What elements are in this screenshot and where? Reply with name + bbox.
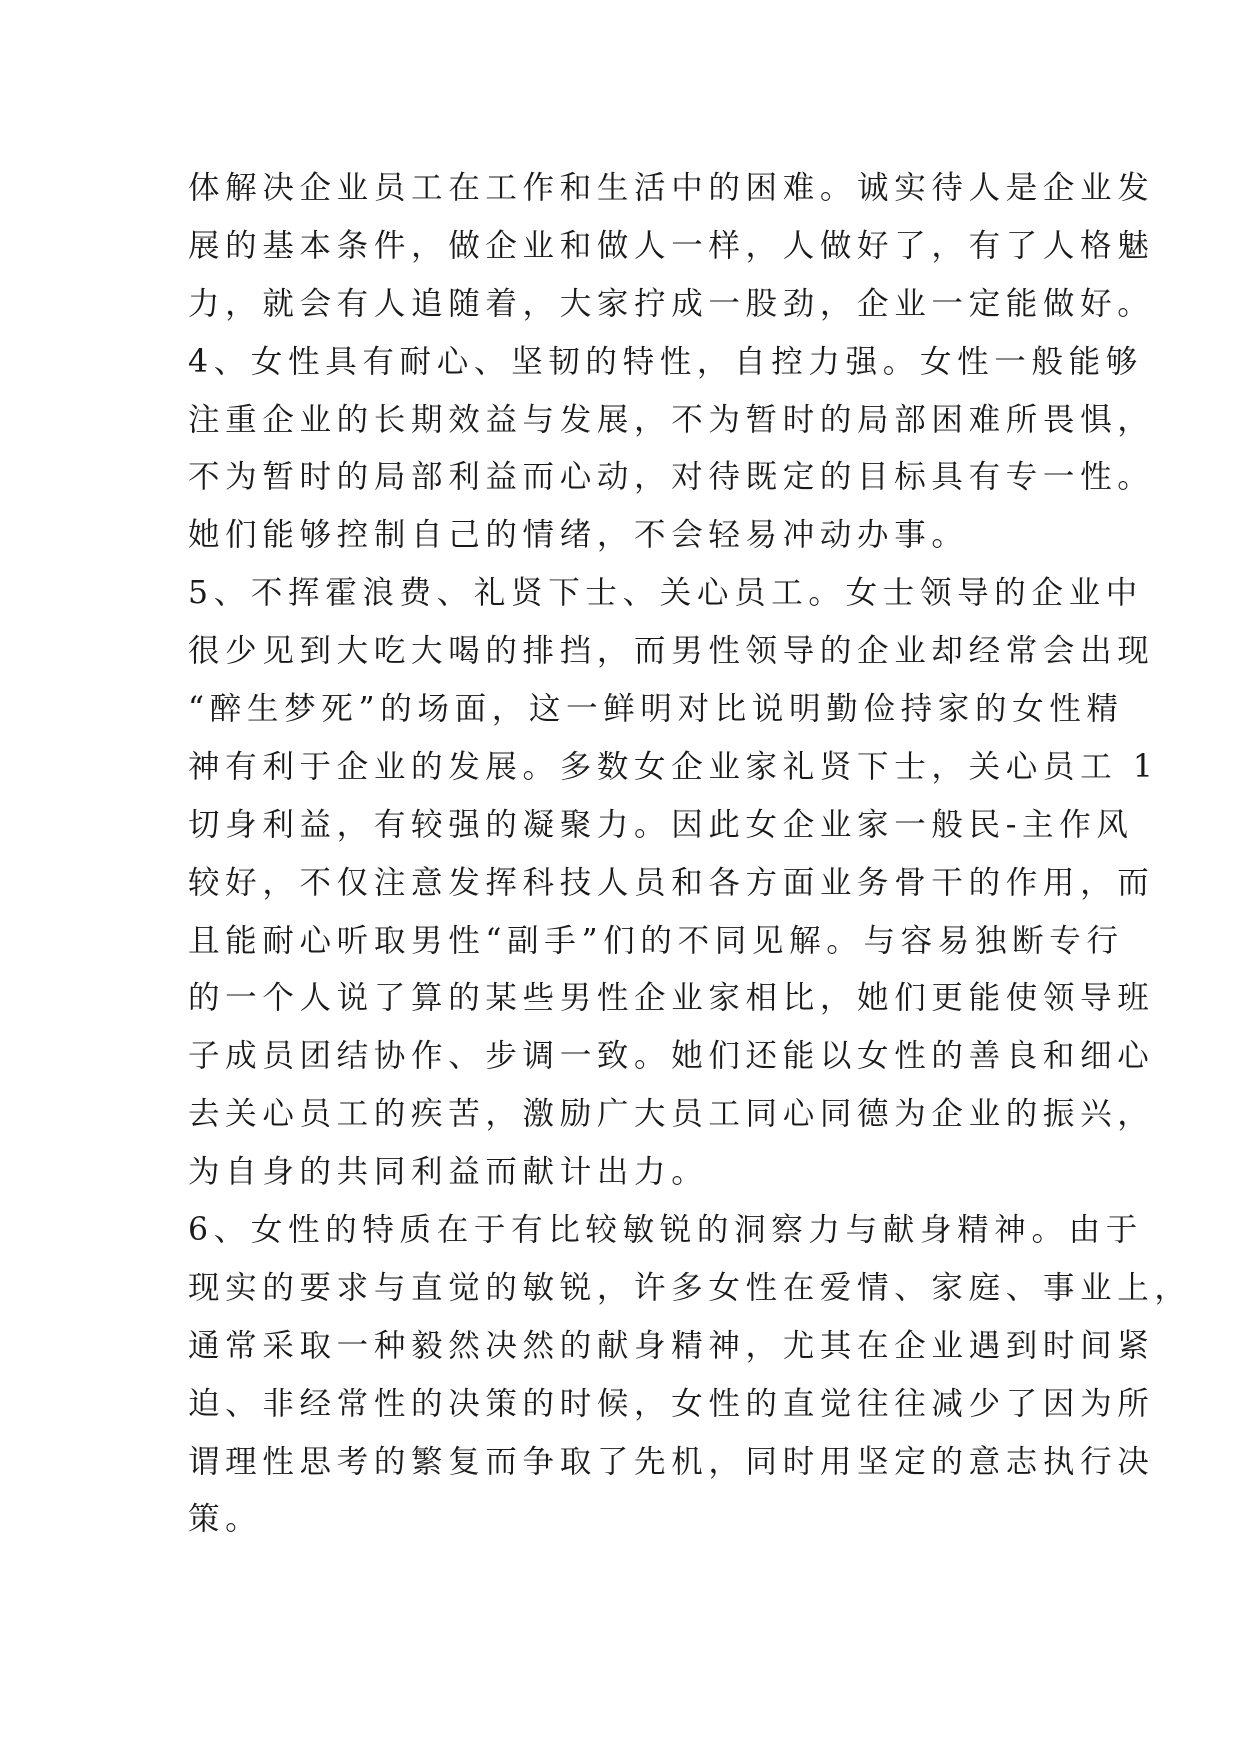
- text-line: “醉生梦死”的场面，这一鲜明对比说明勤俭持家的女性精: [188, 691, 1124, 728]
- text-line: 5、不挥霍浪费、礼贤下士、关心员工。女士领导的企业中: [188, 575, 1143, 612]
- body-text: [188, 160, 1192, 1549]
- text-line: 切身利益，有较强的凝聚力。因此女企业家一般民-主作风: [188, 806, 1134, 843]
- text-line: 力，就会有人追随着，大家拧成一股劲，企业一定能做好。: [188, 285, 1155, 322]
- text-line: 为自身的共同利益而献计出力。: [188, 1154, 709, 1191]
- text-line: 神有利于企业的发展。多数女企业家礼贤下士，关心员工 1: [188, 748, 1159, 785]
- text-line: 展的基本条件，做企业和做人一样，人做好了，有了人格魅: [188, 227, 1155, 264]
- text-line: 谓理性思考的繁复而争取了先机，同时用坚定的意志执行决: [188, 1443, 1155, 1480]
- text-line: 很少见到大吃大喝的排挡，而男性领导的企业却经常会出现: [188, 633, 1155, 670]
- text-line: 的一个人说了算的某些男性企业家相比，她们更能使领导班: [188, 980, 1155, 1017]
- text-line: 4、女性具有耐心、坚韧的特性，自控力强。女性一般能够: [188, 343, 1143, 380]
- text-line: 不为暂时的局部利益而心动，对待既定的目标具有专一性。: [188, 459, 1155, 496]
- text-line: 体解决企业员工在工作和生活中的困难。诚实待人是企业发: [188, 170, 1155, 206]
- text-line: 6、女性的特质在于有比较敏锐的洞察力与献身精神。由于: [188, 1212, 1143, 1249]
- text-line: 迫、非经常性的决策的时候，女性的直觉往往减少了因为所: [188, 1385, 1155, 1422]
- text-line: 注重企业的长期效益与发展，不为暂时的局部困难所畏惧，: [188, 401, 1155, 438]
- text-line: 通常采取一种毅然决然的献身精神，尤其在企业遇到时间紧: [188, 1327, 1155, 1364]
- text-line: 较好，不仅注意发挥科技人员和各方面业务骨干的作用，而: [188, 864, 1155, 901]
- text-line: 去关心员工的疾苦，激励广大员工同心同德为企业的振兴，: [188, 1096, 1155, 1133]
- text-line: 策。: [188, 1501, 263, 1538]
- text-line: 她们能够控制自己的情绪，不会轻易冲动办事。: [188, 517, 969, 554]
- text-line: 且能耐心听取男性“副手”们的不同见解。与容易独断专行: [188, 922, 1124, 959]
- text-line: 现实的要求与直觉的敏锐，许多女性在爱情、家庭、事业上，: [188, 1269, 1192, 1306]
- text-line: 子成员团结协作、步调一致。她们还能以女性的善良和细心: [188, 1038, 1155, 1075]
